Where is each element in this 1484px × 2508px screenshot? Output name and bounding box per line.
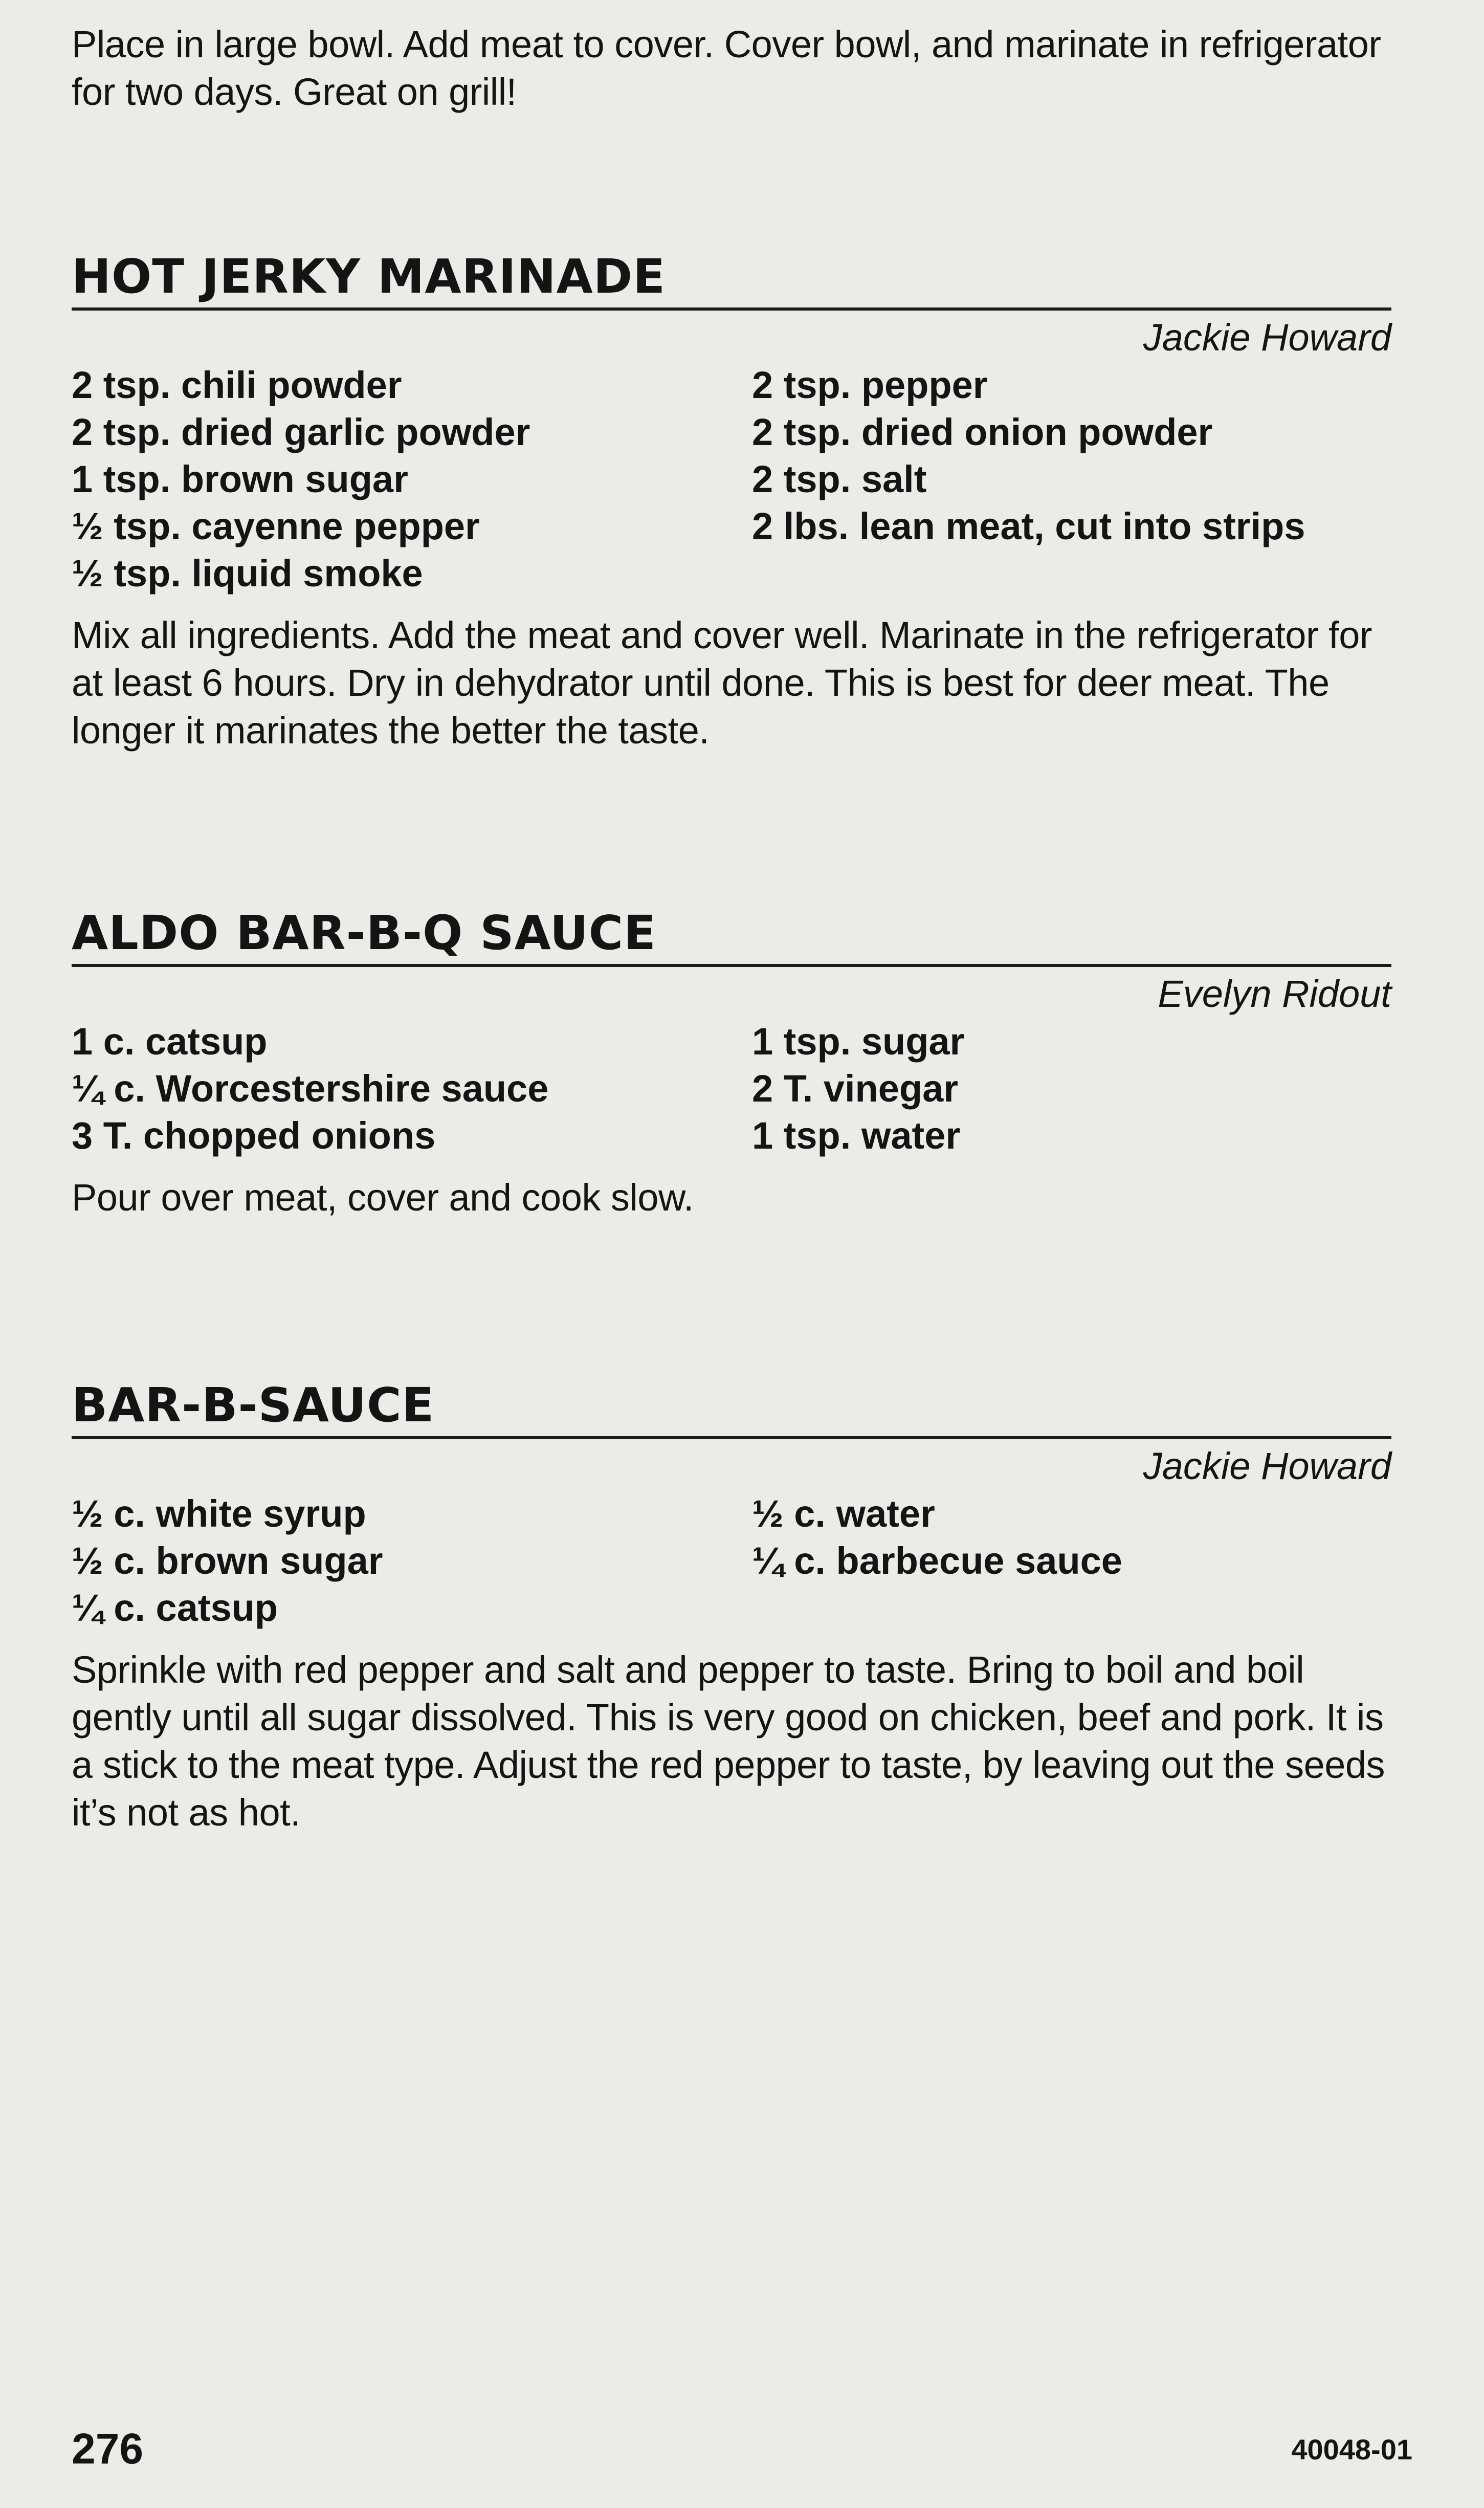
ingredient-item: 1 tsp. sugar (752, 1020, 965, 1063)
recipe-directions: Mix all ingredients. Add the meat and cover well. Marinate in the refrigerator for at least 6 hours. Dry in dehydrator until done. This is best for deer meat. The longer it marinates the better the taste. (72, 614, 1372, 752)
ingredient-item: 2 T. vinegar (752, 1067, 959, 1110)
recipe-title: HOT JERKY MARINADE (72, 249, 666, 304)
ingredient-item: ½ tsp. liquid smoke (72, 552, 423, 595)
intro-paragraph: Place in large bowl. Add meat to cover. Cover bowl, and marinate in refrigerator for two days. Great on grill! (72, 23, 1381, 113)
recipe-directions: Sprinkle with red pepper and salt and pepper to taste. Bring to boil and boil gently until all sugar dissolved. This is very good on chicken, beef and pork. It is a stick to the meat type. Adjust the red pepper to taste, by leaving out the seeds it’s not as hot. (72, 1648, 1385, 1834)
ingredient-column-left (72, 362, 752, 597)
page-number: 276 (72, 2425, 144, 2473)
ingredient-column-left (72, 1490, 752, 1632)
ingredient-list (72, 362, 1391, 597)
ingredient-item: 1 tsp. brown sugar (72, 458, 408, 500)
ingredient-item: 1 tsp. water (752, 1114, 961, 1157)
ingredient-item: 2 lbs. lean meat, cut into strips (752, 505, 1305, 547)
title-rule (72, 307, 1391, 311)
recipe-title: BAR-B-SAUCE (72, 1378, 435, 1433)
ingredient-column-right (752, 362, 1391, 597)
ingredient-item: 2 tsp. pepper (752, 364, 988, 406)
cookbook-page (72, 20, 1391, 1836)
ingredient-item: ½ c. white syrup (72, 1492, 366, 1535)
title-rule (72, 1436, 1391, 1439)
ingredient-item: 2 tsp. chili powder (72, 364, 402, 406)
ingredient-list (72, 1018, 1391, 1159)
ingredient-item: ½ tsp. cayenne pepper (72, 505, 480, 547)
recipe-hot-jerky-marinade (72, 251, 1391, 754)
ingredient-item: ½ c. brown sugar (72, 1539, 383, 1582)
ingredient-item: ¼ c. barbecue sauce (752, 1539, 1122, 1582)
ingredient-item: ½ c. water (752, 1492, 935, 1535)
recipe-title: ALDO BAR-B-Q SAUCE (72, 906, 657, 960)
ingredient-list (72, 1490, 1391, 1632)
ingredient-column-left (72, 1018, 752, 1159)
ingredient-item: 2 tsp. dried onion powder (752, 411, 1213, 453)
ingredient-item: 2 tsp. salt (752, 458, 927, 500)
ingredient-item: 3 T. chopped onions (72, 1114, 436, 1157)
recipe-author: Evelyn Ridout (1158, 973, 1391, 1015)
recipe-aldo-bar-b-q-sauce (72, 908, 1391, 1221)
recipe-directions: Pour over meat, cover and cook slow. (72, 1176, 694, 1219)
recipe-author: Jackie Howard (1143, 316, 1391, 359)
ingredient-item: 1 c. catsup (72, 1020, 268, 1063)
ingredient-item: ¼ c. catsup (72, 1587, 278, 1629)
print-code: 40048-01 (1291, 2433, 1412, 2466)
ingredient-column-right (752, 1018, 1391, 1159)
ingredient-column-right (752, 1490, 1391, 1632)
recipe-bar-b-sauce (72, 1380, 1391, 1836)
title-rule (72, 964, 1391, 967)
ingredient-item: ¼ c. Worcestershire sauce (72, 1067, 549, 1110)
recipe-author: Jackie Howard (1143, 1445, 1391, 1487)
ingredient-item: 2 tsp. dried garlic powder (72, 411, 530, 453)
